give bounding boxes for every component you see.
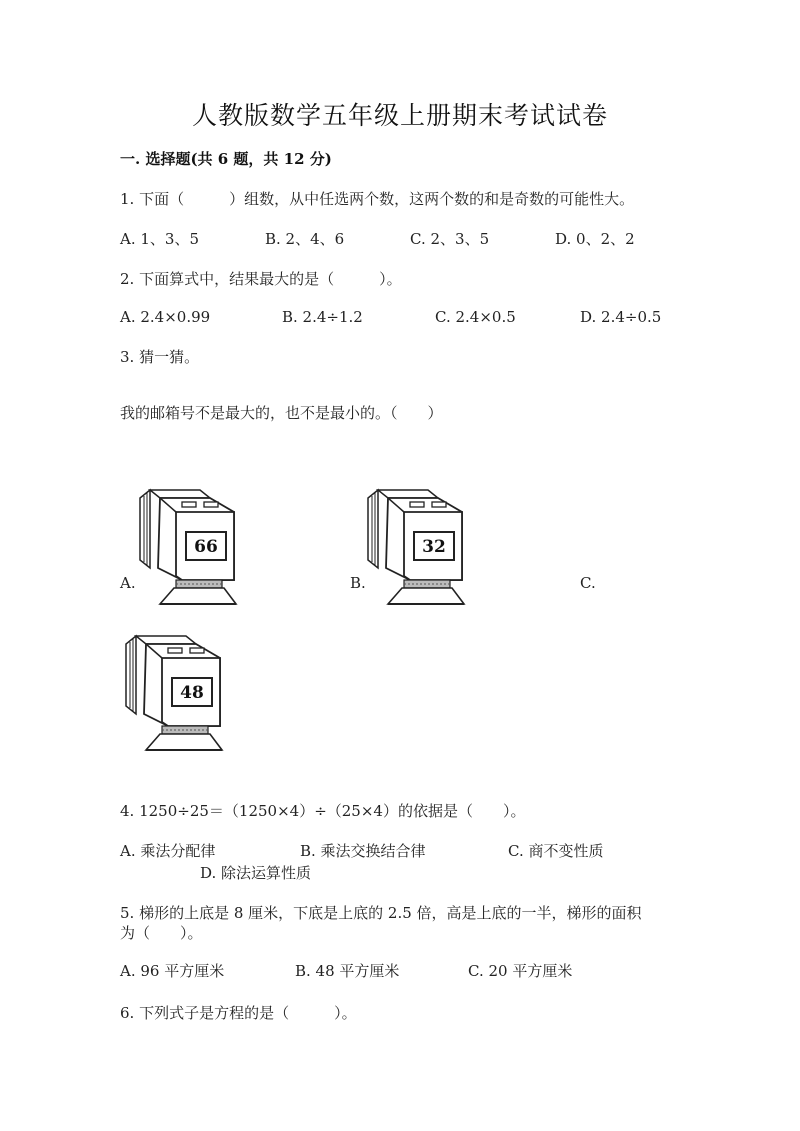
mailbox-a-illustration: [136, 484, 240, 608]
question-1-text: 1. 下面（ ）组数，从中任选两个数，这两个数的和是奇数的可能性大。: [120, 190, 635, 208]
question-1-option-c: C. 2、3、5: [410, 230, 490, 248]
question-2-option-c: C. 2.4×0.5: [435, 308, 516, 326]
question-5-option-b: B. 48 平方厘米: [295, 962, 400, 980]
question-5-option-c: C. 20 平方厘米: [468, 962, 573, 980]
question-3-option-c: C.: [580, 574, 596, 592]
question-3-option-a: A.: [120, 574, 136, 592]
question-2-text: 2. 下面算式中，结果最大的是（ ）。: [120, 270, 402, 288]
question-4-text: 4. 1250÷25＝（1250×4）÷（25×4）的依据是（ ）。: [120, 802, 526, 820]
question-2-option-d: D. 2.4÷0.5: [580, 308, 662, 326]
question-3-text: 3. 猜一猜。: [120, 348, 200, 366]
question-5-text-line2: 为（ ）。: [120, 924, 203, 942]
question-3-subtext: 我的邮箱号不是最大的，也不是最小的。（ ）: [120, 404, 443, 422]
question-5-option-a: A. 96 平方厘米: [120, 962, 225, 980]
question-6-text: 6. 下列式子是方程的是（ ）。: [120, 1004, 357, 1022]
question-5-text-line1: 5. 梯形的上底是 8 厘米，下底是上底的 2.5 倍，高是上底的一半，梯形的面积: [120, 904, 642, 922]
question-1-option-d: D. 0、2、2: [555, 230, 635, 248]
mailbox-b-number: 32: [422, 537, 446, 557]
section-heading: 一. 选择题(共 6 题，共 12 分): [120, 150, 332, 168]
mailbox-c-illustration: [122, 630, 226, 754]
question-1-option-b: B. 2、4、6: [265, 230, 345, 248]
question-2-option-b: B. 2.4÷1.2: [282, 308, 363, 326]
question-2-option-a: A. 2.4×0.99: [120, 308, 211, 326]
mailbox-b-illustration: [364, 484, 468, 608]
mailbox-c-number: 48: [180, 683, 204, 703]
page-title: 人教版数学五年级上册期末考试试卷: [191, 101, 608, 130]
question-3-option-b: B.: [350, 574, 366, 592]
question-4-option-c: C. 商不变性质: [508, 842, 604, 860]
question-4-option-d: D. 除法运算性质: [200, 864, 312, 882]
question-1-option-a: A. 1、3、5: [120, 230, 199, 248]
question-4-option-b: B. 乘法交换结合律: [300, 842, 426, 860]
mailbox-a-number: 66: [194, 537, 218, 557]
question-4-option-a: A. 乘法分配律: [120, 842, 216, 860]
